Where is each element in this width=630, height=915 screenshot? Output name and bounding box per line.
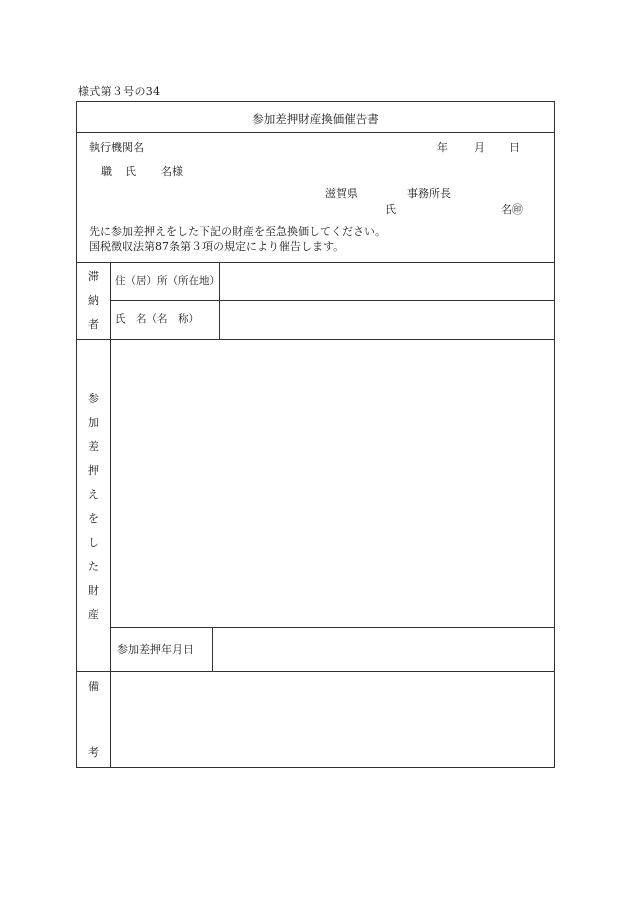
remarks-label-bottom: 考 bbox=[88, 746, 99, 759]
property-label-char: 加 bbox=[88, 416, 99, 429]
name-label: 氏 名（名 称） bbox=[115, 313, 199, 325]
property-label-char: た bbox=[88, 560, 99, 573]
seizure-date-divider bbox=[110, 627, 554, 628]
property-label-char: え bbox=[88, 488, 99, 501]
delinquent-label-char: 納 bbox=[88, 294, 99, 307]
address-label: 住（居）所（所在地） bbox=[115, 275, 220, 287]
delinquent-label-char: 滞 bbox=[88, 270, 99, 283]
title-divider bbox=[77, 132, 554, 133]
sender-office: 事務所長 bbox=[407, 187, 451, 200]
property-label-char: 押 bbox=[88, 464, 99, 477]
form-number: 様式第３号の34 bbox=[78, 85, 161, 98]
property-section-divider bbox=[77, 671, 554, 672]
date-day-label: 日 bbox=[509, 141, 520, 154]
label-column-divider bbox=[110, 262, 111, 767]
property-label-char: 産 bbox=[88, 608, 99, 621]
seizure-date-label: 参加差押年月日 bbox=[117, 643, 194, 656]
date-month-label: 月 bbox=[474, 141, 485, 154]
date-year-label: 年 bbox=[437, 141, 448, 154]
notice-form bbox=[76, 101, 555, 768]
property-label-char: 参 bbox=[88, 392, 99, 405]
property-label-char: 財 bbox=[88, 584, 99, 597]
sender-name-stamp: 名㊞ bbox=[501, 203, 523, 216]
delinquent-section-divider bbox=[77, 339, 554, 340]
sender-name-label: 氏 bbox=[385, 203, 396, 216]
address-row-divider bbox=[110, 300, 554, 301]
recipient-name-label: 氏 bbox=[125, 165, 136, 178]
agency-label: 執行機関名 bbox=[89, 141, 144, 154]
remarks-label-top: 備 bbox=[88, 680, 99, 693]
seizure-date-field-divider bbox=[212, 627, 213, 671]
sender-prefecture: 滋賀県 bbox=[325, 187, 358, 200]
property-label-char: 差 bbox=[88, 440, 99, 453]
header-divider bbox=[77, 262, 554, 263]
body-line-1: 先に参加差押えをした下記の財産を至急換価してください。 bbox=[89, 225, 386, 238]
official-title-label: 職 bbox=[101, 165, 112, 178]
delinquent-label-char: 者 bbox=[88, 318, 99, 331]
property-label-char: し bbox=[88, 536, 99, 549]
document-title: 参加差押財産換価催告書 bbox=[252, 112, 379, 126]
body-line-2: 国税徴収法第87条第３項の規定により催告します。 bbox=[89, 240, 345, 253]
recipient-honorific: 名様 bbox=[161, 165, 183, 178]
property-label-char: を bbox=[88, 512, 99, 525]
